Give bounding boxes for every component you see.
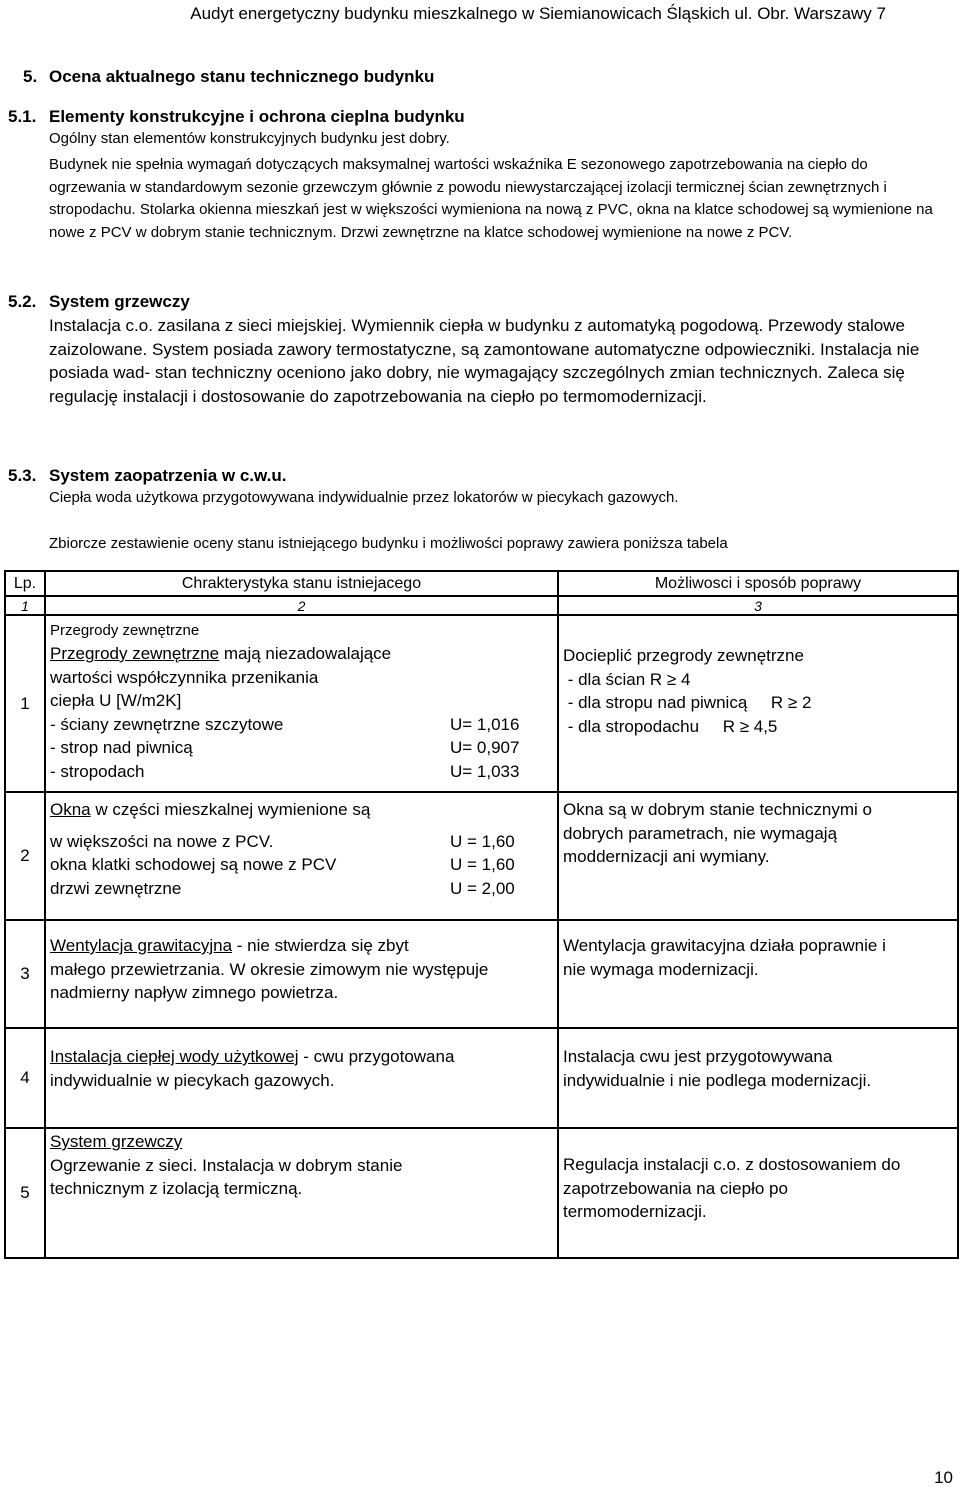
- table-row: [5, 920, 958, 1028]
- page-header: Audyt energetyczny budynku mieszkalnego w Siemianowicach Śląskich ul. Obr. Warszawy 7: [190, 4, 886, 23]
- row-1-item-label: - ściany zewnętrzne szczytowe: [50, 714, 284, 734]
- row-2-item: [50, 853, 557, 877]
- table-row: [5, 792, 958, 920]
- row-5-lead-underlined: System grzewczy: [50, 1132, 183, 1151]
- row-3-lead: [50, 934, 557, 958]
- row-1-improve-line: - dla stropu nad piwnicą R ≥ 2: [563, 693, 812, 713]
- row-2-lead-underlined: Okna: [50, 800, 91, 819]
- row-4-lead-rest: - cwu przygotowana: [298, 1047, 455, 1066]
- row-2-item: [50, 830, 557, 854]
- row-2-item: [50, 877, 557, 901]
- row-3-improve-line: Wentylacja grawitacyjna działa poprawnie i: [563, 936, 886, 955]
- section-5-3-number: 5.3.: [8, 466, 37, 485]
- header-current-state: Chrakterystyka stanu istniejacego: [45, 571, 558, 596]
- row-4-improvement: [558, 1028, 958, 1128]
- row-1-lead: [50, 642, 557, 666]
- row-2-item-label: w większości na nowe z PCV.: [50, 831, 274, 851]
- row-1-item-value: U= 1,033: [450, 761, 520, 781]
- row-1-improve-line: - dla ścian R ≥ 4: [563, 669, 691, 689]
- row-1-title: Przegrody zewnętrzne: [50, 622, 200, 639]
- summary-intro: Zbiorcze zestawienie oceny stanu istniejącego budynku i możliwości poprawy zawiera poniższa tabela: [49, 535, 728, 552]
- col-number-2: 2: [45, 596, 558, 615]
- row-3-line3: nadmierny napływ zimnego powietrza.: [50, 983, 339, 1003]
- row-5-lp: 5: [5, 1128, 45, 1258]
- row-2-lead-rest: w części mieszkalnej wymienione są: [90, 800, 371, 819]
- row-4-improve-line: indywidualnie i nie podlega modernizacji.: [563, 1070, 872, 1090]
- row-3-line2: małego przewietrzania. W okresie zimowym nie występuje: [50, 959, 489, 979]
- row-2-improve-line: dobrych parametrach, nie wymagają: [563, 823, 838, 843]
- section-5-1-line: Ogólny stan elementów konstrukcyjnych budynku jest dobry.: [49, 130, 450, 147]
- section-5-title: Ocena aktualnego stanu technicznego budynku: [49, 67, 435, 86]
- row-4-lead-underlined: Instalacja ciepłej wody użytkowej: [50, 1047, 299, 1066]
- row-1-improve-line: - dla stropodachu R ≥ 4,5: [563, 716, 778, 736]
- row-5-improve-line: Regulacja instalacji c.o. z dostosowaniem do: [563, 1155, 901, 1174]
- header-improvement: Możliwosci i sposób poprawy: [558, 571, 958, 596]
- row-1-lead-underlined: Przegrody zewnętrzne: [50, 644, 220, 663]
- col-number-1: 1: [5, 596, 45, 615]
- section-5-number: 5.: [23, 67, 38, 86]
- row-5-improve-line: termomodernizacji.: [563, 1202, 707, 1222]
- row-5-line3: technicznym z izolacją termiczną.: [50, 1179, 303, 1199]
- row-2-improve-line: moddernizacji ani wymiany.: [563, 847, 770, 867]
- row-1-improvement: [558, 615, 958, 792]
- row-1-improve-line: Docieplić przegrody zewnętrzne: [563, 646, 804, 665]
- row-2-item-value: U = 1,60: [450, 831, 515, 851]
- section-5-3-line: Ciepła woda użytkowa przygotowywana indywidualnie przez lokatorów w piecykach gazowych.: [49, 489, 679, 506]
- table-row: [5, 1028, 958, 1128]
- row-5-line2: Ogrzewanie z sieci. Instalacja w dobrym stanie: [50, 1155, 403, 1175]
- section-5-2-number: 5.2.: [8, 292, 37, 311]
- section-5-2-title: System grzewczy: [49, 292, 190, 311]
- table-row: [5, 1128, 958, 1258]
- row-1-line2: wartości współczynnika przenikania: [50, 667, 319, 687]
- row-1-item-value: U= 0,907: [450, 738, 520, 758]
- row-2-lp: 2: [5, 792, 45, 920]
- row-1-line3: ciepła U [W/m2K]: [50, 691, 182, 711]
- row-4-line2: indywidualnie w piecykach gazowych.: [50, 1070, 335, 1090]
- row-3-improvement: [558, 920, 958, 1028]
- section-5-2-paragraph: Instalacja c.o. zasilana z sieci miejskiej. Wymiennik ciepła w budynku z automatyką pogodową. Przewody stalowe zaizolowane. System posiada zawory termostatyczne, są zamontowane automatyczne odpowieczniki. Instalacja nie posiada wad- stan techniczny oceniono jako dobry, nie wymagający szczególnych zmian technicznych. Zaleca się regulację instalacji i dostosowanie do zapotrzebowania na ciepło po termomodernizacji.: [49, 316, 920, 406]
- row-4-lp: 4: [5, 1028, 45, 1128]
- row-2-item-value: U = 2,00: [450, 878, 515, 898]
- row-1-item: [50, 713, 557, 737]
- evaluation-table: [4, 570, 959, 1259]
- table-column-number-row: [5, 596, 958, 615]
- row-1-item: [50, 736, 557, 760]
- col-number-3: 3: [558, 596, 958, 615]
- section-5-1-title: Elementy konstrukcyjne i ochrona cieplna budynku: [49, 107, 465, 126]
- row-3-lead-rest: - nie stwierdza się zbyt: [232, 936, 409, 955]
- row-4-improve-line: Instalacja cwu jest przygotowywana: [563, 1047, 833, 1066]
- row-3-lead-underlined: Wentylacja grawitacyjna: [50, 936, 233, 955]
- row-2-item-value: U = 1,60: [450, 855, 515, 875]
- row-1-current: [45, 615, 558, 792]
- row-1-lead-rest: mają niezadowalające: [219, 644, 392, 663]
- row-2-current: [45, 792, 558, 920]
- section-5-1-paragraph: Budynek nie spełnia wymagań dotyczących maksymalnej wartości wskaźnika E sezonowego zapotrzebowania na ciepło do ogrzewania w standardowym sezonie grzewczym głównie z powodu niewystarczającej izolacji termicznej ścian zewnętrznych i stropodachu. Stolarka okienna mieszkań jest w większości wymieniona na nową z PVC, okna na klatce schodowej są wymienione na nowe z PCV w dobrym stanie technicznym. Drzwi zewnętrzne na klatce schodowej wymienione na nowe z PCV.: [49, 156, 933, 241]
- row-2-item-label: okna klatki schodowej są nowe z PCV: [50, 855, 337, 875]
- row-5-current: [45, 1128, 558, 1258]
- row-1-lp: 1: [5, 615, 45, 792]
- section-5-1-number: 5.1.: [8, 107, 37, 126]
- row-2-lead: [50, 798, 557, 822]
- row-5-improve-line: zapotrzebowania na ciepło po: [563, 1178, 788, 1198]
- row-4-current: [45, 1028, 558, 1128]
- row-3-improve-line: nie wymaga modernizacji.: [563, 959, 759, 979]
- page-number: 10: [934, 1468, 953, 1487]
- header-lp: Lp.: [5, 571, 45, 596]
- row-2-item-label: drzwi zewnętrzne: [50, 878, 182, 898]
- row-1-item: [50, 760, 557, 784]
- row-1-item-value: U= 1,016: [450, 714, 520, 734]
- row-2-improve-line: Okna są w dobrym stanie technicznymi o: [563, 800, 872, 819]
- row-2-improvement: [558, 792, 958, 920]
- row-1-item-label: - strop nad piwnicą: [50, 738, 193, 758]
- table-row: [5, 615, 958, 792]
- section-5-3-title: System zaopatrzenia w c.w.u.: [49, 466, 287, 485]
- row-4-lead: [50, 1045, 557, 1069]
- row-3-current: [45, 920, 558, 1028]
- row-3-lp: 3: [5, 920, 45, 1028]
- table-header-row: [5, 571, 958, 596]
- row-5-improvement: [558, 1128, 958, 1258]
- row-1-item-label: - stropodach: [50, 761, 145, 781]
- row-5-lead: [50, 1130, 557, 1154]
